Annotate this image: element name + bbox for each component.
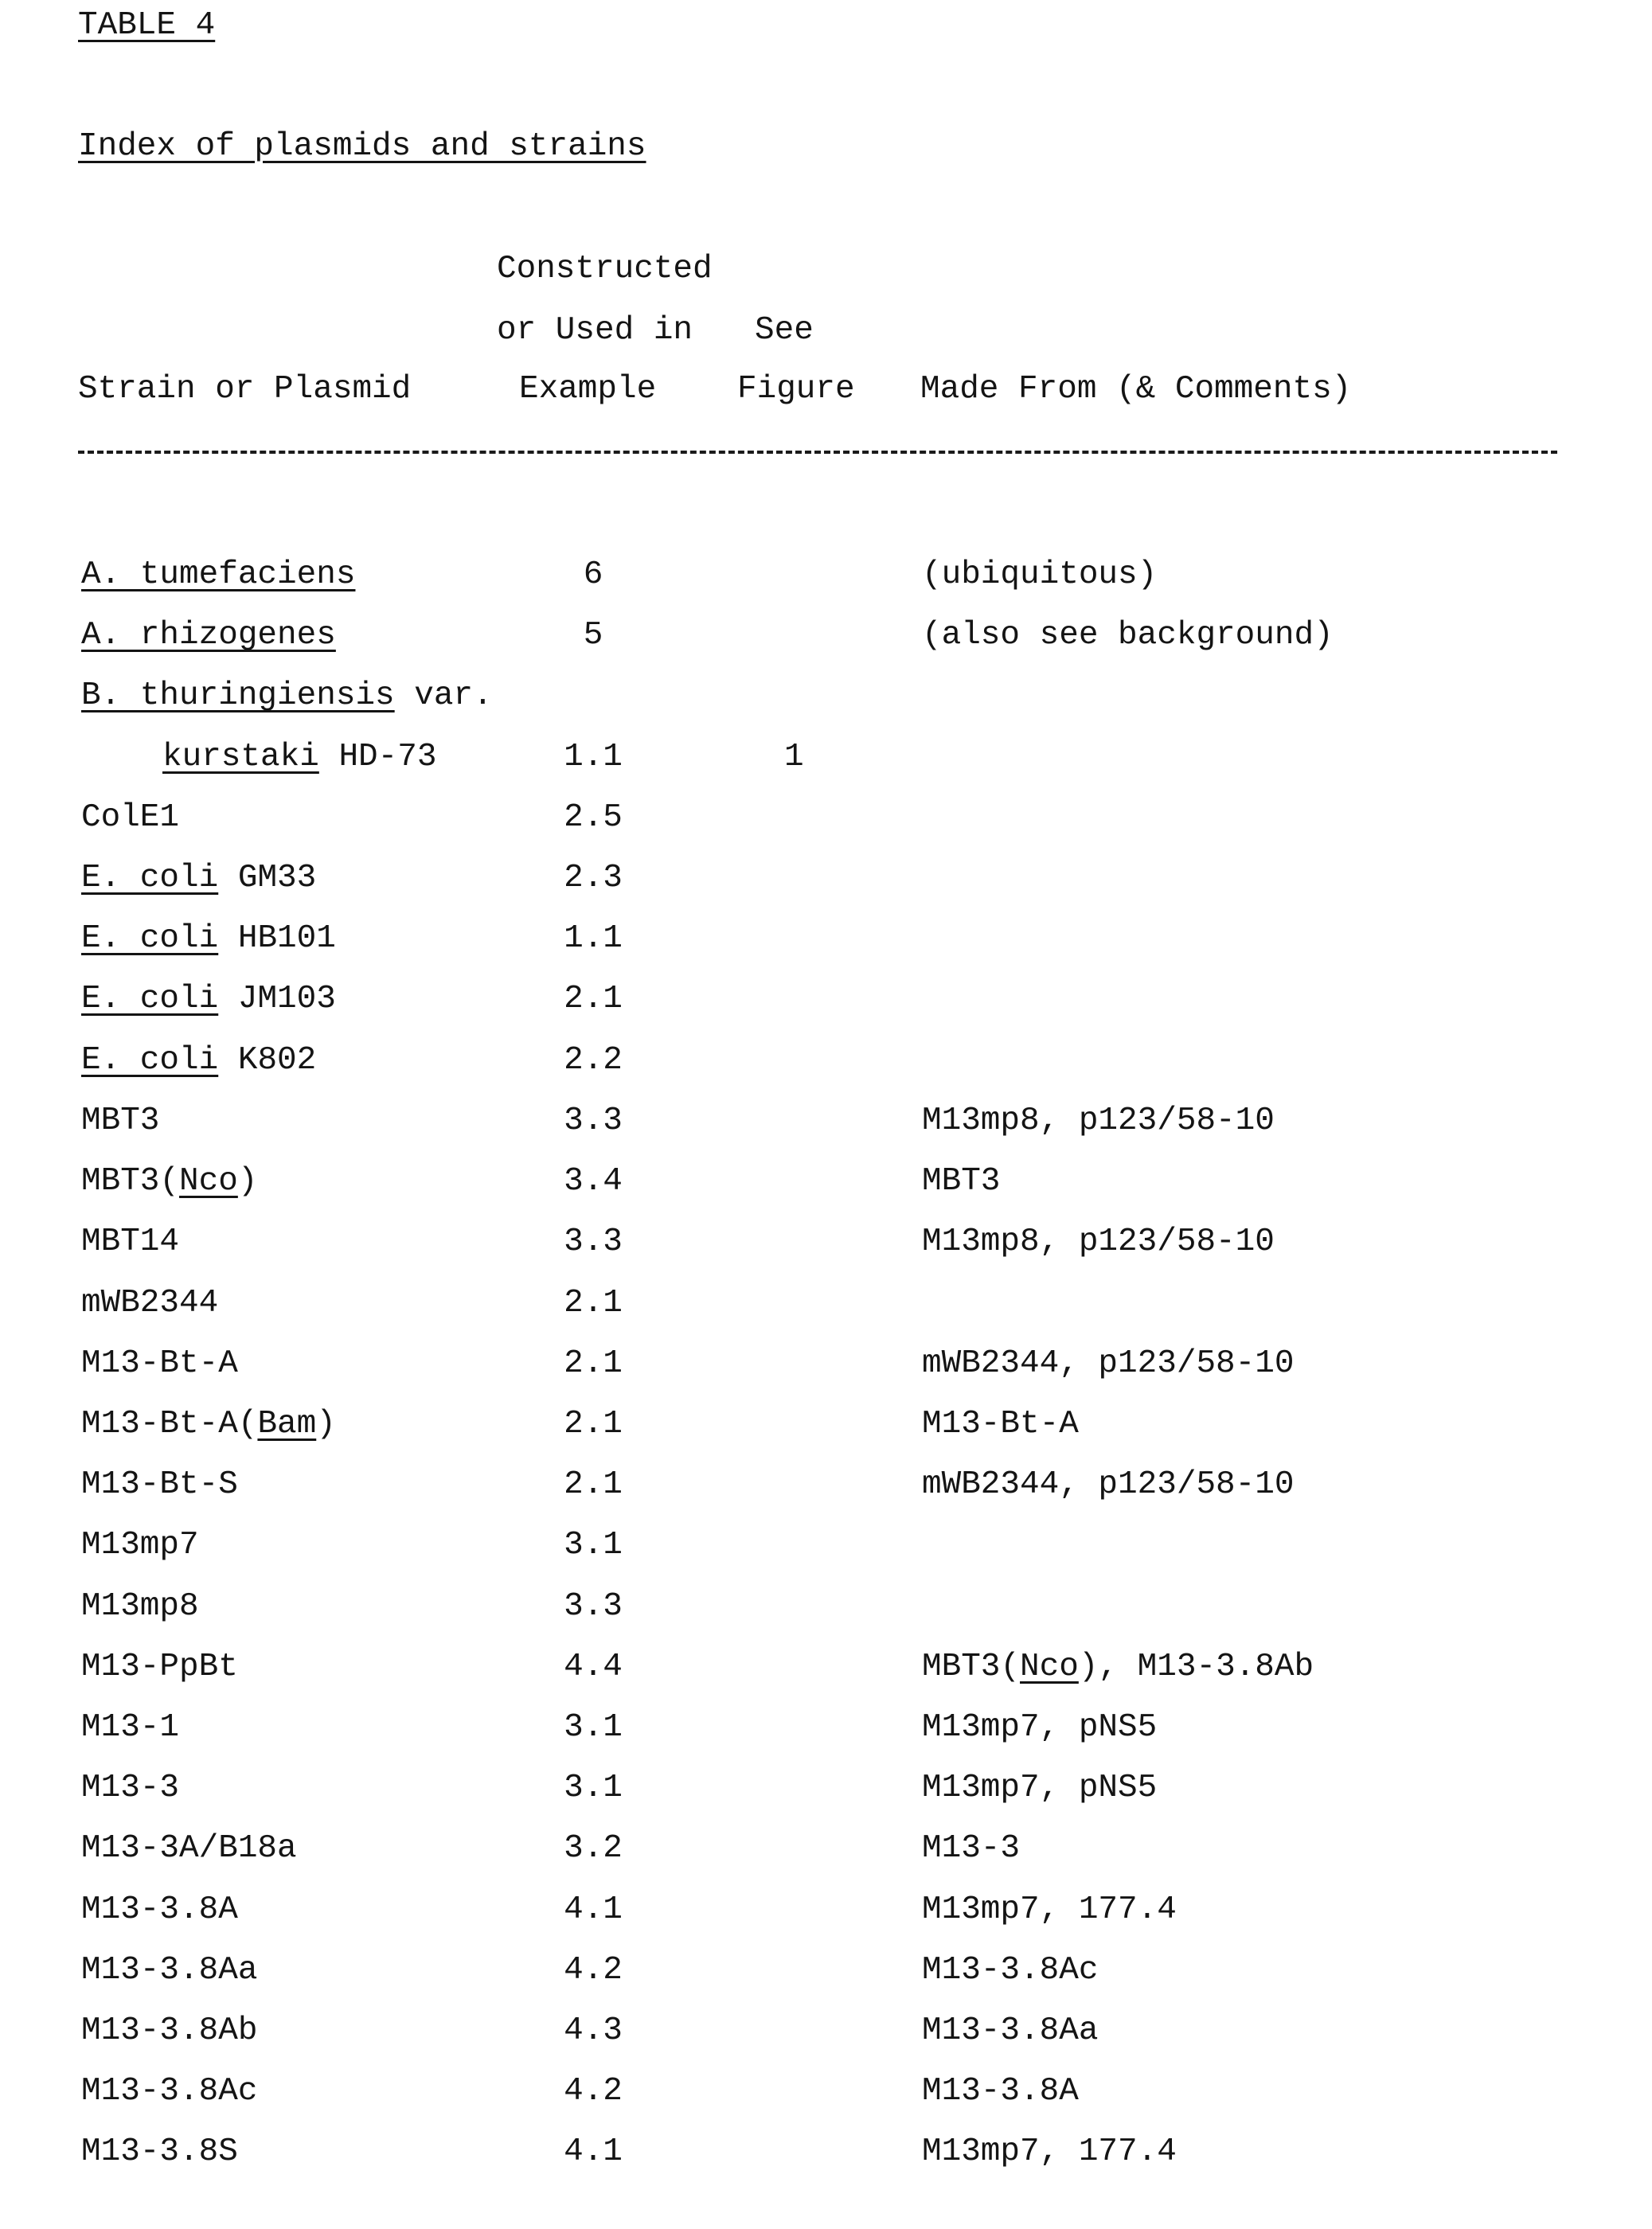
table-title: TABLE 4	[78, 6, 215, 45]
example-cell: 4.4	[525, 1647, 661, 1687]
strain-cell-part: M13-3.8A	[81, 1891, 238, 1928]
table-row	[0, 1829, 1652, 1889]
example-cell: 4.2	[525, 2071, 661, 2111]
strain-cell	[81, 1283, 218, 1323]
made-from-cell-part: MBT3	[922, 1163, 1000, 1200]
made-from-cell-part: M13-Bt-A	[922, 1406, 1079, 1442]
strain-cell	[81, 2011, 257, 2051]
example-cell: 2.1	[525, 1344, 661, 1384]
made-from-cell-part: mWB2344, p123/58-10	[922, 1345, 1294, 1382]
made-from-cell	[922, 1647, 1314, 1687]
made-from-cell	[922, 1829, 1020, 1868]
table-row	[0, 1708, 1652, 1768]
table-row	[0, 1465, 1652, 1525]
example-cell: 1.1	[525, 737, 661, 777]
made-from-cell-part: M13mp7, pNS5	[922, 1770, 1157, 1806]
made-from-cell	[922, 1465, 1294, 1505]
strain-cell	[81, 1404, 336, 1444]
made-from-cell-part: M13mp8, p123/58-10	[922, 1224, 1275, 1260]
example-cell: 4.3	[525, 2011, 661, 2051]
header-figure-line1: See	[755, 310, 814, 350]
made-from-cell-part: MBT3(	[922, 1649, 1020, 1685]
strain-cell	[81, 1465, 238, 1505]
strain-cell-part: HD-73	[319, 739, 437, 775]
strain-cell	[81, 676, 493, 716]
example-cell: 2.3	[525, 858, 661, 898]
table-row	[0, 979, 1652, 1040]
example-cell: 3.3	[525, 1222, 661, 1262]
strain-cell	[81, 1829, 297, 1868]
figure-cell: 1	[784, 737, 804, 777]
table-row	[0, 1890, 1652, 1950]
table-row	[0, 1950, 1652, 2011]
table-row	[0, 1040, 1652, 1101]
strain-cell-part: M13-1	[81, 1709, 179, 1746]
strain-cell	[81, 919, 336, 958]
strain-cell-part: M13mp7	[81, 1527, 199, 1563]
strain-cell-part: M13-3.8Ab	[81, 2012, 257, 2049]
header-example-line1: Constructed	[497, 249, 713, 289]
strain-cell-part: K802	[218, 1042, 316, 1079]
example-cell: 3.1	[525, 1768, 661, 1808]
strain-cell-part: MBT3	[81, 1103, 159, 1139]
table-row	[0, 1101, 1652, 1161]
table-subtitle: Index of plasmids and strains	[78, 127, 646, 166]
strain-cell-part: M13-PpBt	[81, 1649, 238, 1685]
made-from-cell	[922, 1950, 1098, 1990]
table-row	[0, 555, 1652, 615]
example-cell: 2.1	[525, 1404, 661, 1444]
strain-cell	[81, 1161, 257, 1201]
strain-cell-part: Bam	[257, 1406, 316, 1442]
made-from-cell	[922, 1890, 1177, 1930]
strain-cell-part: )	[238, 1163, 258, 1200]
strain-cell	[81, 1344, 238, 1384]
example-cell: 6	[525, 555, 661, 595]
strain-cell	[81, 1040, 316, 1080]
example-cell: 2.5	[525, 798, 661, 837]
strain-cell-part: ColE1	[81, 799, 179, 836]
example-cell: 3.3	[525, 1587, 661, 1626]
strain-cell	[81, 1587, 199, 1626]
made-from-cell-part: M13mp7, 177.4	[922, 1891, 1177, 1928]
strain-cell-part: Nco	[179, 1163, 238, 1200]
header-divider	[78, 451, 1557, 454]
example-cell: 3.1	[525, 1708, 661, 1747]
table-row	[0, 1161, 1652, 1222]
made-from-cell-part: M13mp8, p123/58-10	[922, 1103, 1275, 1139]
table-row	[0, 2071, 1652, 2132]
strain-cell-part: M13-3A/B18a	[81, 1830, 297, 1867]
example-cell: 2.2	[525, 1040, 661, 1080]
made-from-cell-part: M13-3.8Ac	[922, 1952, 1098, 1989]
made-from-cell-part: M13-3	[922, 1830, 1020, 1867]
strain-cell	[81, 1101, 159, 1141]
strain-cell	[81, 1708, 179, 1747]
table-row	[0, 919, 1652, 979]
strain-cell-part: )	[316, 1406, 336, 1442]
example-cell: 1.1	[525, 919, 661, 958]
header-example-line3: Example	[519, 369, 656, 409]
example-cell: 4.1	[525, 2132, 661, 2172]
made-from-cell-part: mWB2344, p123/58-10	[922, 1466, 1294, 1503]
strain-cell	[81, 555, 355, 595]
table-row	[0, 798, 1652, 858]
strain-cell-part: E. coli	[81, 981, 218, 1017]
made-from-cell-part: M13mp7, pNS5	[922, 1709, 1157, 1746]
strain-cell	[81, 1950, 257, 1990]
strain-cell-part: A. tumefaciens	[81, 556, 355, 593]
made-from-cell	[922, 1708, 1157, 1747]
made-from-cell	[922, 1768, 1157, 1808]
made-from-cell-part: Nco	[1020, 1649, 1079, 1685]
header-example-line2: or Used in	[497, 310, 693, 350]
strain-cell-part: MBT3(	[81, 1163, 179, 1200]
strain-cell	[81, 2071, 257, 2111]
made-from-cell	[922, 1161, 1000, 1201]
table-row	[0, 1344, 1652, 1404]
made-from-cell	[922, 615, 1334, 655]
made-from-cell	[922, 1344, 1294, 1384]
strain-cell	[81, 1768, 179, 1808]
made-from-cell-part: (ubiquitous)	[922, 556, 1157, 593]
strain-cell-part: var.	[395, 677, 493, 714]
strain-cell-part: A. rhizogenes	[81, 617, 336, 654]
table-row	[0, 737, 1652, 798]
strain-cell	[162, 737, 436, 777]
strain-cell	[81, 858, 316, 898]
strain-cell-part: M13-3.8Ac	[81, 2073, 257, 2110]
made-from-cell	[922, 555, 1157, 595]
table-row	[0, 858, 1652, 919]
strain-cell	[81, 2132, 238, 2172]
table-row	[0, 1283, 1652, 1344]
strain-cell-part: M13mp8	[81, 1588, 199, 1625]
strain-cell-part: M13-Bt-A(	[81, 1406, 257, 1442]
example-cell: 3.4	[525, 1161, 661, 1201]
strain-cell-part: M13-3.8Aa	[81, 1952, 257, 1989]
example-cell: 3.2	[525, 1829, 661, 1868]
strain-cell-part: B. thuringiensis	[81, 677, 395, 714]
strain-cell-part: M13-3.8S	[81, 2133, 238, 2170]
header-made-from: Made From (& Comments)	[920, 369, 1351, 409]
example-cell: 5	[525, 615, 661, 655]
table-row	[0, 1525, 1652, 1586]
table-row	[0, 615, 1652, 676]
table-row	[0, 1647, 1652, 1708]
strain-cell-part: E. coli	[81, 1042, 218, 1079]
table-row	[0, 1587, 1652, 1647]
strain-cell-part: MBT14	[81, 1224, 179, 1260]
header-figure-line2: Figure	[737, 369, 855, 409]
strain-cell-part: M13-Bt-A	[81, 1345, 238, 1382]
strain-cell	[81, 798, 179, 837]
header-strain: Strain or Plasmid	[78, 369, 411, 409]
made-from-cell	[922, 2011, 1098, 2051]
example-cell: 2.1	[525, 979, 661, 1019]
made-from-cell	[922, 1404, 1079, 1444]
strain-cell-part: kurstaki	[162, 739, 319, 775]
example-cell: 4.2	[525, 1950, 661, 1990]
strain-cell	[81, 979, 336, 1019]
made-from-cell	[922, 2071, 1079, 2111]
made-from-cell-part: M13-3.8Aa	[922, 2012, 1098, 2049]
strain-cell-part: mWB2344	[81, 1285, 218, 1321]
strain-cell-part: GM33	[218, 860, 316, 896]
made-from-cell-part: M13-3.8A	[922, 2073, 1079, 2110]
strain-cell-part: JM103	[218, 981, 336, 1017]
table-row	[0, 2011, 1652, 2071]
strain-cell-part: M13-Bt-S	[81, 1466, 238, 1503]
strain-cell	[81, 615, 336, 655]
made-from-cell-part: (also see background)	[922, 617, 1334, 654]
made-from-cell	[922, 2132, 1177, 2172]
example-cell: 3.3	[525, 1101, 661, 1141]
strain-cell-part: M13-3	[81, 1770, 179, 1806]
example-cell: 3.1	[525, 1525, 661, 1565]
table-row	[0, 2132, 1652, 2192]
example-cell: 4.1	[525, 1890, 661, 1930]
strain-cell	[81, 1222, 179, 1262]
strain-cell-part: HB101	[218, 920, 336, 957]
table-row	[0, 1404, 1652, 1465]
strain-cell	[81, 1647, 238, 1687]
strain-cell-part: E. coli	[81, 920, 218, 957]
made-from-cell-part: M13mp7, 177.4	[922, 2133, 1177, 2170]
table-row	[0, 1768, 1652, 1829]
table-row	[0, 1222, 1652, 1282]
made-from-cell	[922, 1222, 1275, 1262]
strain-cell	[81, 1890, 238, 1930]
made-from-cell	[922, 1101, 1275, 1141]
table-row	[0, 676, 1652, 736]
made-from-cell-part: ), M13-3.8Ab	[1079, 1649, 1314, 1685]
example-cell: 2.1	[525, 1465, 661, 1505]
example-cell: 2.1	[525, 1283, 661, 1323]
strain-cell	[81, 1525, 199, 1565]
strain-cell-part: E. coli	[81, 860, 218, 896]
